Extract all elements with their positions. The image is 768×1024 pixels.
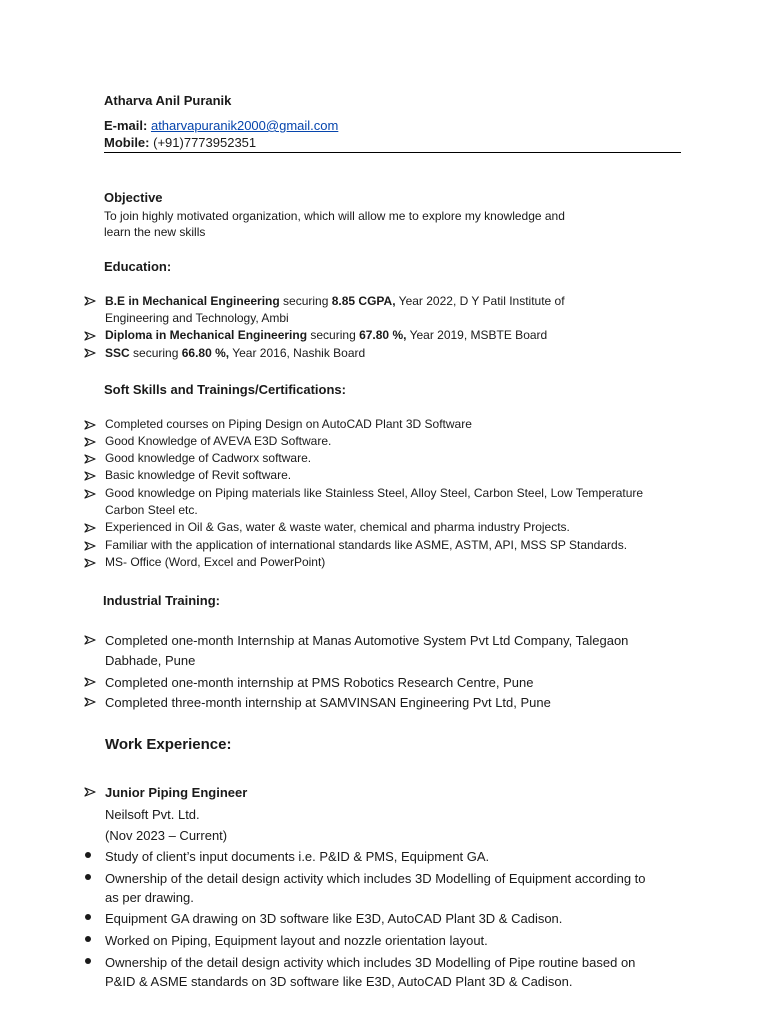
arrow-bullet-icon bbox=[84, 523, 98, 533]
dot-bullet-icon bbox=[85, 852, 93, 860]
arrow-bullet-icon bbox=[84, 296, 98, 306]
arrow-bullet-icon bbox=[84, 489, 98, 499]
mobile-label: Mobile: bbox=[104, 135, 150, 150]
skill-item: MS- Office (Word, Excel and PowerPoint) bbox=[105, 555, 326, 569]
arrow-bullet-icon bbox=[84, 677, 98, 687]
education-item: B.E in Mechanical Engineering securing 8.85 CGPA, Year 2022, D Y Patil Institute of bbox=[105, 294, 565, 308]
arrow-bullet-icon bbox=[84, 420, 98, 430]
skill-item: Experienced in Oil & Gas, water & waste water, chemical and pharma industry Projects. bbox=[105, 520, 570, 534]
education-item: SSC securing 66.80 %, Year 2016, Nashik Board bbox=[105, 346, 366, 360]
work-bullet: Ownership of the detail design activity which includes 3D Modelling of Equipment according to bbox=[105, 871, 646, 886]
header-divider bbox=[104, 152, 681, 153]
objective-text-line-2: learn the new skills bbox=[104, 225, 206, 239]
training-heading: Industrial Training: bbox=[103, 593, 221, 608]
skills-heading: Soft Skills and Trainings/Certifications: bbox=[104, 382, 346, 397]
skill-item: Completed courses on Piping Design on AutoCAD Plant 3D Software bbox=[105, 417, 472, 431]
arrow-bullet-icon bbox=[84, 437, 98, 447]
employment-period: (Nov 2023 – Current) bbox=[105, 828, 228, 843]
dot-bullet-icon bbox=[85, 914, 93, 922]
work-bullet: Study of client’s input documents i.e. P&ID & PMS, Equipment GA. bbox=[105, 849, 490, 864]
arrow-bullet-icon bbox=[84, 635, 98, 645]
arrow-bullet-icon bbox=[84, 471, 98, 481]
dot-bullet-icon bbox=[85, 958, 93, 966]
skill-item: Basic knowledge of Revit software. bbox=[105, 468, 292, 482]
skill-item: Good knowledge on Piping materials like Stainless Steel, Alloy Steel, Carbon Steel, Low Temperature bbox=[105, 486, 644, 500]
skill-item: Good knowledge of Cadworx software. bbox=[105, 451, 312, 465]
email-link[interactable]: atharvapuranik2000@gmail.com bbox=[150, 118, 339, 133]
skill-item-continued: Carbon Steel etc. bbox=[105, 503, 198, 517]
training-item: Completed one-month Internship at Manas Automotive System Pvt Ltd Company, Talegaon bbox=[105, 633, 629, 648]
arrow-bullet-icon bbox=[84, 454, 98, 464]
dot-bullet-icon bbox=[85, 874, 93, 882]
arrow-bullet-icon bbox=[84, 541, 98, 551]
arrow-bullet-icon bbox=[84, 558, 98, 568]
arrow-bullet-icon bbox=[84, 331, 98, 341]
candidate-name: Atharva Anil Puranik bbox=[104, 93, 232, 108]
mobile-number: (+91)7773952351 bbox=[153, 135, 257, 150]
arrow-bullet-icon bbox=[84, 697, 98, 707]
work-bullet: Ownership of the detail design activity which includes 3D Modelling of Pipe routine based on bbox=[105, 955, 636, 970]
arrow-bullet-icon bbox=[84, 348, 98, 358]
work-bullet-continued: as per drawing. bbox=[105, 890, 194, 905]
company-name: Neilsoft Pvt. Ltd. bbox=[105, 807, 200, 822]
work-bullet: Worked on Piping, Equipment layout and nozzle orientation layout. bbox=[105, 933, 488, 948]
skill-item: Good Knowledge of AVEVA E3D Software. bbox=[105, 434, 332, 448]
objective-text-line-1: To join highly motivated organization, which will allow me to explore my knowledge and bbox=[104, 209, 565, 223]
skill-item: Familiar with the application of international standards like ASME, ASTM, API, MSS SP Standards. bbox=[105, 538, 628, 552]
work-heading: Work Experience: bbox=[105, 736, 232, 753]
training-item: Completed three-month internship at SAMVINSAN Engineering Pvt Ltd, Pune bbox=[105, 695, 551, 710]
education-heading: Education: bbox=[104, 259, 172, 274]
email-label: E-mail: bbox=[104, 118, 148, 133]
education-item: Diploma in Mechanical Engineering securing 67.80 %, Year 2019, MSBTE Board bbox=[105, 328, 548, 342]
dot-bullet-icon bbox=[85, 936, 93, 944]
mobile-line bbox=[104, 133, 256, 152]
work-bullet: Equipment GA drawing on 3D software like E3D, AutoCAD Plant 3D & Cadison. bbox=[105, 911, 563, 926]
arrow-bullet-icon bbox=[84, 787, 98, 797]
training-item: Completed one-month internship at PMS Robotics Research Centre, Pune bbox=[105, 675, 534, 690]
training-item-continued: Dabhade, Pune bbox=[105, 653, 196, 668]
objective-heading: Objective bbox=[104, 190, 163, 205]
education-item-continued: Engineering and Technology, Ambi bbox=[105, 311, 289, 325]
work-bullet-continued: P&ID & ASME standards on 3D software like E3D, AutoCAD Plant 3D & Cadison. bbox=[105, 974, 573, 989]
job-title: Junior Piping Engineer bbox=[105, 785, 248, 800]
